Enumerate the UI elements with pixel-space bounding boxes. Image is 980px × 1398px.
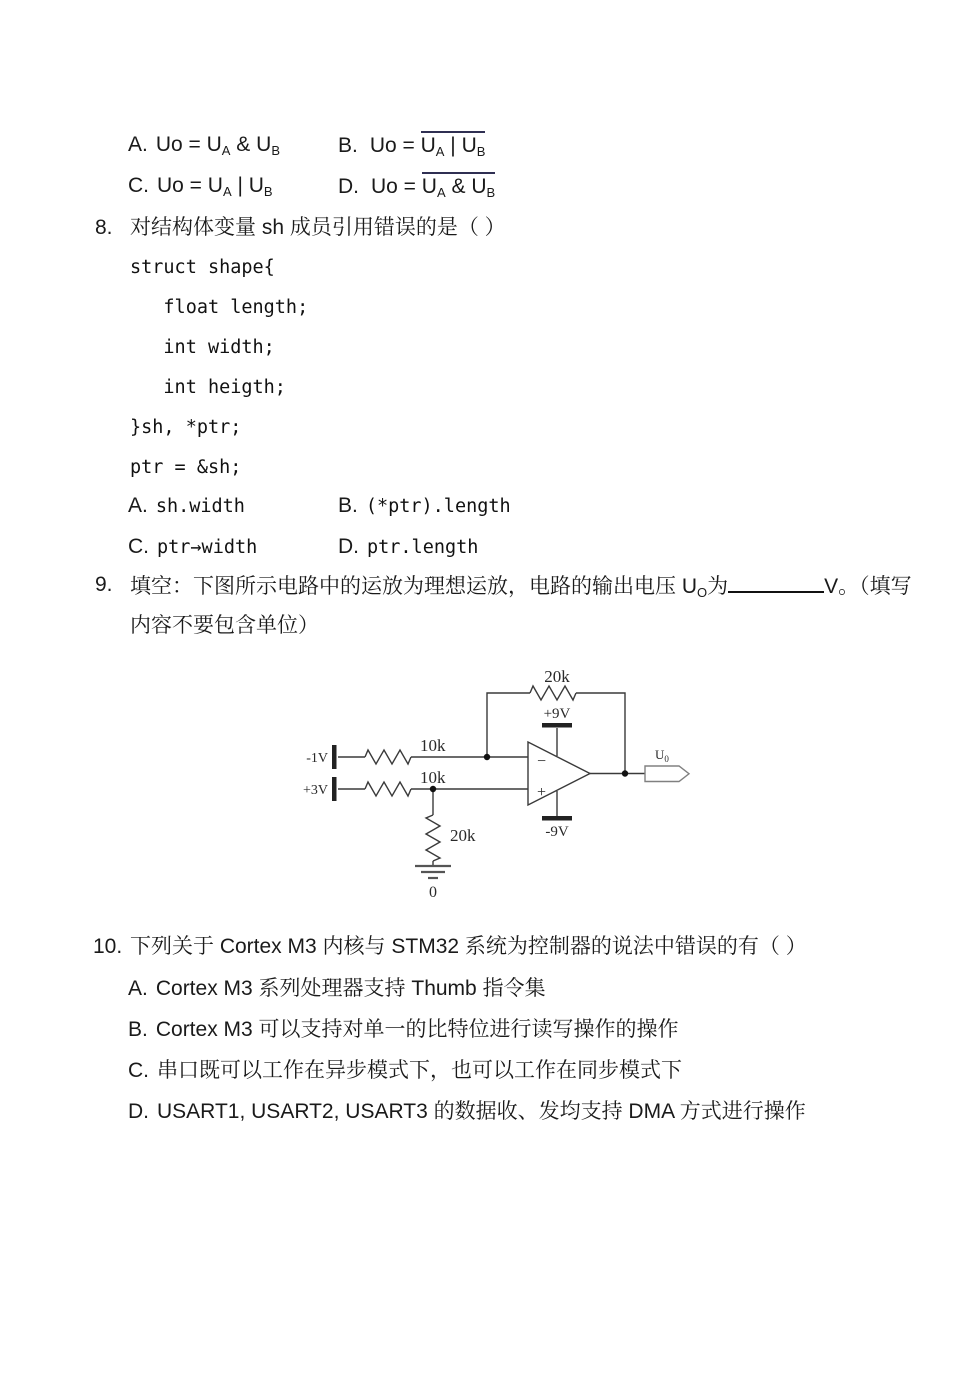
resistor-10k-top [365, 750, 411, 764]
equation-text: Uo = [369, 134, 421, 157]
input-bottom-label: +3V [302, 783, 328, 798]
q8-option-c [128, 533, 257, 561]
option-label: A. [128, 133, 148, 156]
r2-label: 10k [420, 768, 446, 787]
question-text: 为 [707, 575, 729, 598]
q9-title-line2: 内容不要包含单位） [130, 614, 319, 637]
option-text: Cortex M3 可以支持对单一的比特位进行读写操作的操作 [155, 1018, 679, 1041]
q9-number: 9. [95, 573, 113, 596]
output-flag [645, 766, 689, 782]
vcc-bar [542, 723, 572, 728]
code-line: }sh, *ptr; [130, 417, 242, 438]
option-code: (*ptr).length [365, 496, 511, 517]
overline-expression: UA & UB [422, 172, 495, 204]
code-line: ptr = &sh; [130, 457, 242, 478]
q8-option-b [338, 492, 511, 520]
code-line: struct shape{ [130, 257, 275, 278]
circuit-diagram [290, 660, 710, 905]
vee-label: -9V [545, 824, 569, 840]
q7-option-a [128, 131, 280, 164]
q10-title: 下列关于 Cortex M3 内核与 STM32 系统为控制器的说法中错误的有（ ） [130, 935, 807, 958]
q7-option-d [338, 172, 495, 204]
feedback-wire-right [576, 693, 625, 774]
feedback-resistor-label: 20k [544, 667, 570, 686]
q10-option-c [128, 1057, 682, 1084]
equation-text: Uo = [371, 175, 422, 198]
question-text: 填空：下图所示电路中的运放为理想运放，电路的输出电压 [130, 575, 682, 598]
resistor-20k-feedback [530, 686, 576, 700]
vee-bar [542, 816, 572, 821]
option-label: D. [338, 535, 359, 558]
resistor-20k-ground [426, 815, 440, 861]
r1-label: 10k [420, 736, 446, 755]
resistor-10k-bottom [365, 782, 411, 796]
code-line: float length; [130, 297, 309, 318]
input-terminal-top [332, 745, 337, 769]
ground-zero-label: 0 [429, 884, 437, 901]
q7-option-b [338, 131, 485, 163]
option-label: A. [128, 977, 148, 1000]
option-text: USART1, USART2, USART3 的数据收、发均支持 DMA 方式进行操作 [157, 1100, 806, 1123]
equation-text: Uo = UA | UB [157, 174, 273, 199]
overline-expression: UA | UB [421, 131, 486, 163]
option-label: D. [128, 1100, 149, 1123]
ground-symbol [415, 866, 451, 878]
code-line: int width; [130, 337, 275, 358]
option-label: B. [128, 1018, 148, 1041]
option-label: B. [338, 494, 358, 517]
option-label: B. [338, 134, 358, 157]
junction-dot [622, 770, 628, 776]
q8-option-d [338, 533, 478, 561]
option-label: C. [128, 174, 149, 197]
feedback-wire-left [487, 693, 530, 757]
q8-title: 对结构体变量 sh 成员引用错误的是（ ） [130, 216, 506, 239]
uo-symbol: U [681, 575, 698, 598]
q9-title-line1 [130, 571, 912, 606]
option-label: C. [128, 535, 149, 558]
option-code: sh.width [155, 496, 245, 517]
q10-option-a [128, 975, 546, 1002]
opamp-plus-sign: + [537, 784, 547, 801]
uo-subscript: O [697, 585, 708, 600]
answer-blank [728, 571, 824, 593]
option-text: 串口既可以工作在异步模式下，也可以工作在同步模式下 [157, 1059, 682, 1082]
output-voltage-label: $U_0$ [655, 747, 669, 764]
option-label: C. [128, 1059, 149, 1082]
q8-number: 8. [95, 216, 113, 239]
input-terminal-bottom [332, 777, 337, 801]
option-code: ptr→width [157, 537, 258, 558]
equation-text: Uo = UA & UB [155, 133, 280, 158]
option-text: Cortex M3 系列处理器支持 Thumb 指令集 [155, 977, 546, 1000]
code-line: int heigth; [130, 377, 286, 398]
r3-label: 20k [450, 826, 476, 845]
opamp-minus-sign: − [537, 753, 547, 770]
q8-option-a [128, 492, 245, 520]
junction-dot [484, 754, 490, 760]
option-label: A. [128, 494, 148, 517]
input-top-label: -1V [306, 751, 328, 766]
vcc-label: +9V [543, 706, 571, 722]
q10-option-b [128, 1016, 679, 1043]
q10-option-d [128, 1098, 806, 1125]
q10-number: 10. [93, 935, 123, 958]
q8-code-block [130, 248, 308, 488]
option-code: ptr.length [367, 537, 479, 558]
question-text: V。（填写 [824, 575, 912, 598]
q7-option-c [128, 172, 273, 205]
option-label: D. [338, 175, 359, 198]
